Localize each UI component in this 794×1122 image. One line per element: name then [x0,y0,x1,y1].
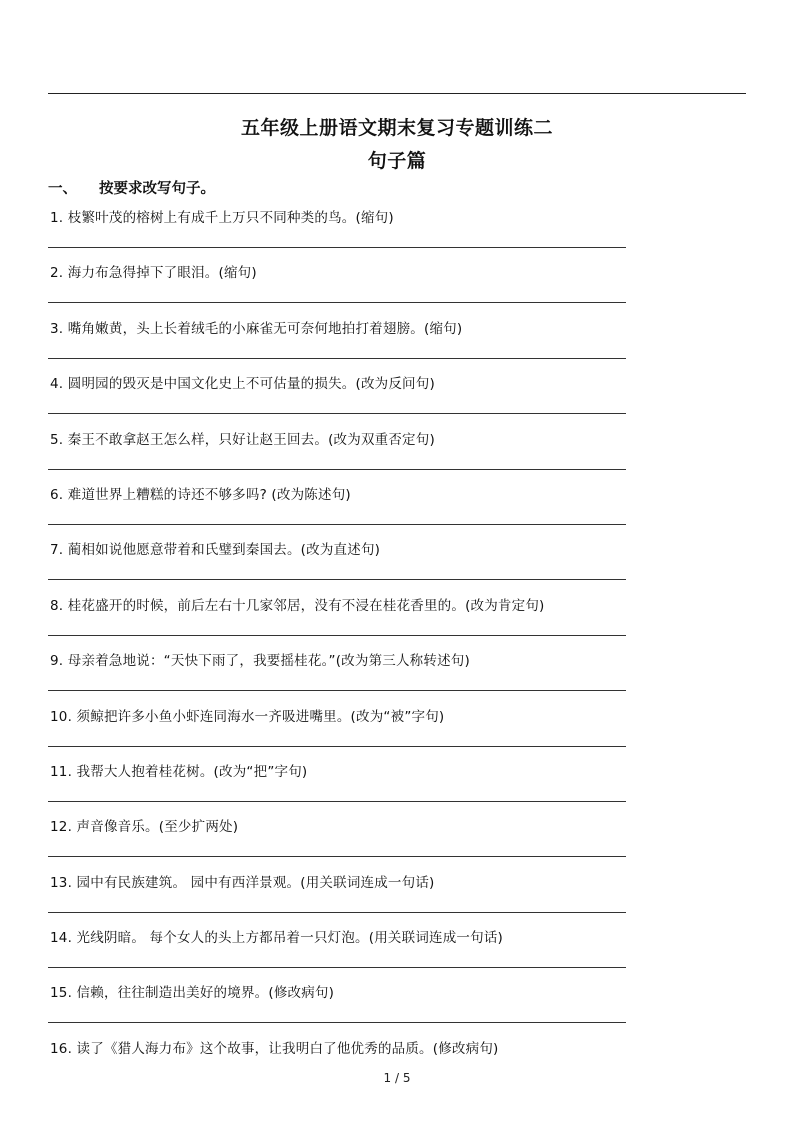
question-text: 4. 圆明园的毁灭是中国文化史上不可估量的损失。(改为反问句) [50,376,435,393]
question-item [48,588,628,643]
question-text: 9. 母亲着急地说：“天快下雨了，我要摇桂花。”(改为第三人称转述句) [50,653,470,670]
question-text: 16. 读了《猎人海力布》这个故事，让我明白了他优秀的品质。(修改病句) [50,1040,499,1057]
question-item [48,975,628,1030]
question-text: 14. 光线阴暗。 每个女人的头上方都吊着一只灯泡。(用关联词连成一句话) [50,930,503,947]
question-list [48,200,628,1086]
page-number: 1 / 5 [383,1071,411,1085]
answer-line[interactable] [48,469,626,470]
question-item [48,754,628,809]
answer-line[interactable] [48,413,626,414]
question-item [48,532,628,587]
header-rule [48,93,746,94]
answer-line[interactable] [48,801,626,802]
question-text: 1. 枝繁叶茂的榕树上有成千上万只不同种类的鸟。(缩句) [50,210,394,226]
question-item [48,865,628,920]
section-number: 一、 [48,181,77,197]
question-text: 3. 嘴角嫩黄，头上长着绒毛的小麻雀无可奈何地拍打着翅膀。(缩句) [50,320,463,337]
answer-line[interactable] [48,579,626,580]
question-item [48,699,628,754]
question-text: 8. 桂花盛开的时候，前后左右十几家邻居，没有不浸在桂花香里的。(改为肯定句) [50,597,545,614]
question-text: 10. 须鲸把许多小鱼小虾连同海水一齐吸进嘴里。(改为“被”字句) [50,708,445,725]
question-item [48,255,628,310]
section-title: 按要求改写句子。 [99,181,215,197]
question-text: 11. 我帮大人抱着桂花树。(改为“把”字句) [50,763,308,780]
question-item [48,422,628,477]
document-title: 五年级上册语文期末复习专题训练二 [240,117,553,139]
answer-line[interactable] [48,856,626,857]
question-text: 12. 声音像音乐。(至少扩两处) [50,819,239,836]
question-item [48,366,628,421]
question-text: 15. 信赖，往往制造出美好的境界。(修改病句) [50,985,335,1002]
question-text: 2. 海力布急得掉下了眼泪。(缩句) [50,265,257,282]
question-text: 13. 园中有民族建筑。 园中有西洋景观。(用关联词连成一句话) [50,874,435,891]
question-text: 7. 蔺相如说他愿意带着和氏璧到秦国去。(改为直述句) [50,542,381,559]
answer-line[interactable] [48,302,626,303]
question-text: 6. 难道世界上糟糕的诗还不够多吗? (改为陈述句) [50,486,351,503]
answer-line[interactable] [48,690,626,691]
answer-line[interactable] [48,524,626,525]
answer-line[interactable] [48,635,626,636]
answer-line[interactable] [48,746,626,747]
question-item [48,809,628,864]
question-item [48,477,628,532]
document-subtitle: 句子篇 [367,150,427,172]
question-item [48,920,628,975]
question-item [48,200,628,255]
question-item [48,643,628,698]
question-text: 5. 秦王不敢拿赵王怎么样，只好让赵王回去。(改为双重否定句) [50,431,435,448]
question-item [48,311,628,366]
answer-line[interactable] [48,1022,626,1023]
answer-line[interactable] [48,247,626,248]
answer-line[interactable] [48,358,626,359]
section-heading [48,177,215,198]
answer-line[interactable] [48,967,626,968]
answer-line[interactable] [48,912,626,913]
